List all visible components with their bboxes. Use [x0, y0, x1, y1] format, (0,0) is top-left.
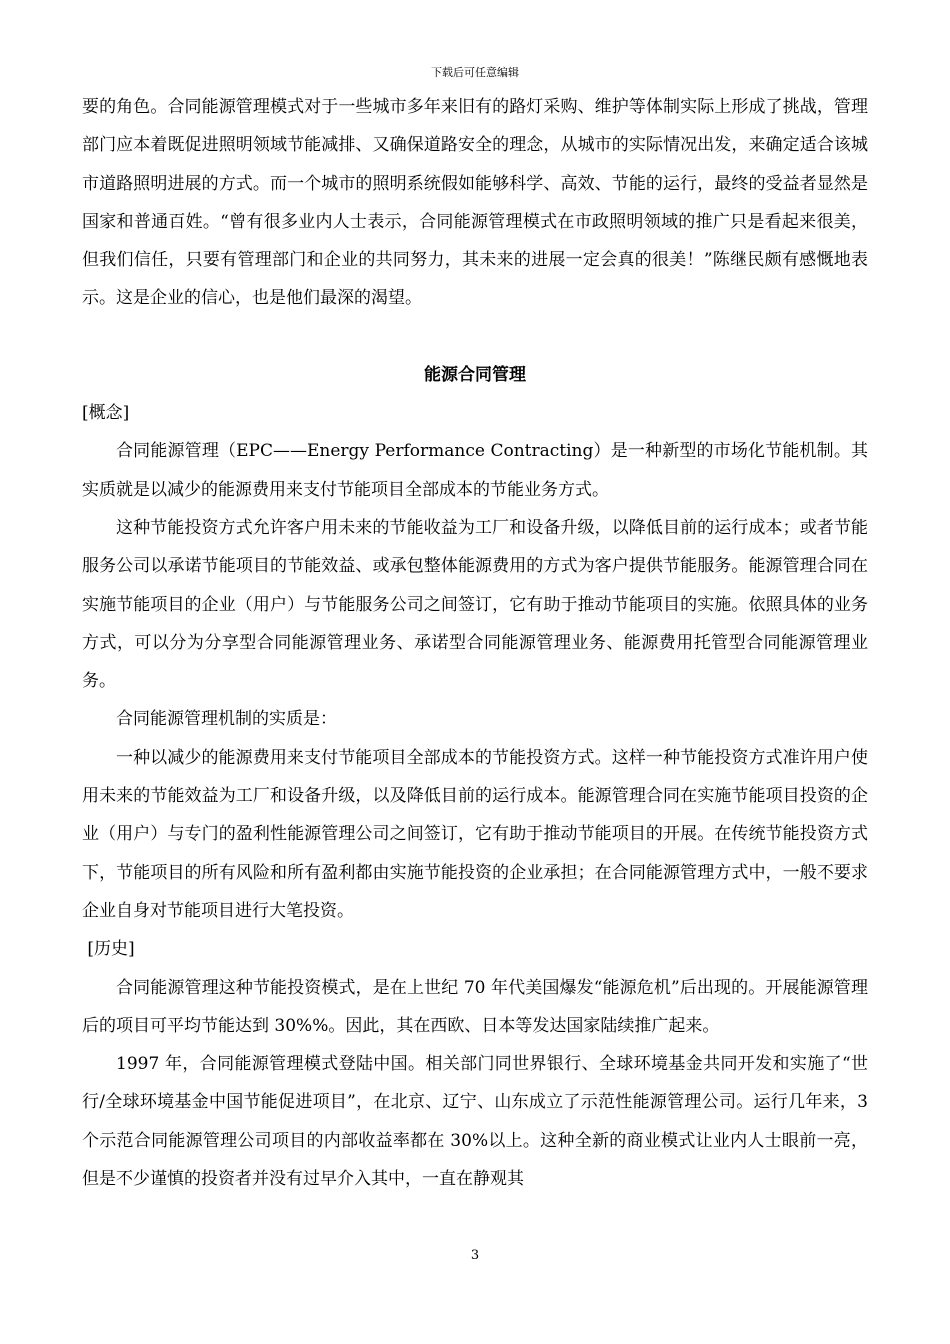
subheading-concept: [概念] — [82, 403, 130, 424]
paragraph-history-china: 1997 年，合同能源管理模式登陆中国。相关部门同世界银行、全球环境基金共同开发和实施了“世行/全球环境基金中国节能促进项目”，在北京、辽宁、山东成立了示范性能源管理公司。运行几年来，3 个示范合同能源管理公司项目的内部收益率都在 30%以上。这种全新的商业模式让业内人士眼前一亮，但是不少谨慎的投资者并没有过早介入其中，一直在静观其 — [82, 1054, 868, 1190]
paragraph-essence-label: 合同能源管理机制的实质是： — [116, 709, 337, 730]
subheading-history: [历史] — [82, 939, 135, 960]
page-number: 3 — [470, 1248, 480, 1263]
document-body — [82, 88, 868, 1198]
paragraph-continuation: 要的角色。合同能源管理模式对于一些城市多年来旧有的路灯采购、维护等体制实际上形成了挑战，管理部门应本着既促进照明领域节能减排、又确保道路安全的理念，从城市的实际情况出发，来确定适合该城市道路照明进展的方式。而一个城市的照明系统假如能够科学、高效、节能的运行，最终的受益者显然是国家和普通百姓。“曾有很多业内人士表示，合同能源管理模式在市政照明领域的推广只是看起来很美，但我们信任，只要有管理部门和企业的共同努力，其未来的进展一定会真的很美！”陈继民颇有感慨地表示。这是企业的信心，也是他们最深的渴望。 — [82, 97, 868, 309]
paragraph-essence: 一种以减少的能源费用来支付节能项目全部成本的节能投资方式。这样一种节能投资方式准许用户使用未来的节能效益为工厂和设备升级，以及降低目前的运行成本。能源管理合同在实施节能项目投资的企业（用户）与专门的盈利性能源管理公司之间签订，它有助于推动节能项目的开展。在传统节能投资方式下，节能项目的所有风险和所有盈利都由实施节能投资的企业承担；在合同能源管理方式中，一般不要求企业自身对节能项目进行大笔投资。 — [82, 747, 868, 921]
paragraph-history-origin: 合同能源管理这种节能投资模式，是在上世纪 70 年代美国爆发“能源危机”后出现的。开展能源管理后的项目可平均节能达到 30%%。因此，其在西欧、日本等发达国家陆续推广起来。 — [82, 977, 868, 1036]
paragraph-investment-method: 这种节能投资方式允许客户用未来的节能收益为工厂和设备升级，以降低目前的运行成本；或者节能服务公司以承诺节能项目的节能效益、或承包整体能源费用的方式为客户提供节能服务。能源管理合同在实施节能项目的企业（用户）与节能服务公司之间签订，它有助于推动节能项目的实施。依照具体的业务方式，可以分为分享型合同能源管理业务、承诺型合同能源管理业务、能源费用托管型合同能源管理业务。 — [82, 517, 868, 692]
section-gap — [82, 318, 868, 356]
section-title: 能源合同管理 — [424, 364, 526, 385]
page-header: 下载后可任意编辑 — [431, 66, 519, 79]
paragraph-definition: 合同能源管理（EPC——Energy Performance Contracting）是一种新型的市场化节能机制。其实质就是以减少的能源费用来支付节能项目全部成本的节能业务方式。 — [82, 441, 868, 500]
